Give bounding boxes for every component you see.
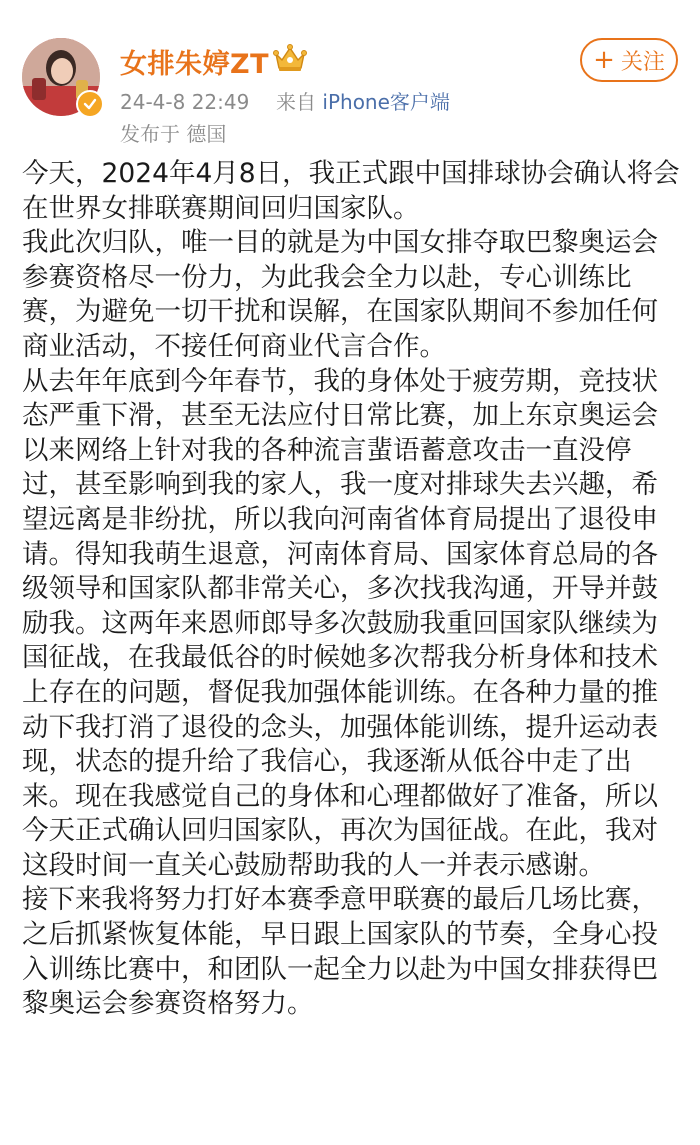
source-prefix: 来自 — [276, 90, 317, 114]
post-paragraph: 接下来我将努力打好本赛季意甲联赛的最后几场比赛，之后抓紧恢复体能，早日跟上国家队的节奏，全身心投入训练比赛中，和团队一起全力以赴为中国女排获得巴黎奥运会参赛资格努力。 — [22, 884, 658, 1020]
source-link[interactable]: iPhone客户端 — [322, 90, 450, 114]
verified-badge-icon — [76, 90, 104, 118]
post-paragraph: 从去年年底到今年春节，我的身体处于疲劳期，竞技状态严重下滑，甚至无法应付日常比赛，加上东京奥运会以来网络上针对我的各种流言蜚语蓄意攻击一直没停过，甚至影响到我的家人，我一度对排球失去兴趣，希望远离是非纷扰，所以我向河南省体育局提出了退役申请。得知我萌生退意，河南体育局、国家体育总局的各级领导和国家队都非常关心，多次找我沟通，开导并鼓励我。这两年来恩师郎导多次鼓励我重回国家队继续为国征战，在我最低谷的时候她多次帮我分析身体和技术上存在的问题，督促我加强体能训练。在各种力量的推动下我打消了退役的念头，加强体能训练，提升运动表现，状态的提升给了我信心，我逐渐从低谷中走了出来。现在我感觉自己的身体和心理都做好了准备，所以今天正式确认回归国家队，再次为国征战。在此，我对这段时间一直关心鼓励帮助我的人一并表示感谢。 — [22, 365, 658, 881]
post-content — [22, 157, 684, 1022]
follow-button[interactable] — [580, 38, 678, 82]
post-paragraph: 我此次归队，唯一目的就是为中国女排夺取巴黎奥运会参赛资格尽一份力，为此我会全力以赴，专心训练比赛，为避免一切干扰和误解，在国家队期间不参加任何商业活动，不接任何商业代言合作。 — [22, 227, 658, 362]
username[interactable]: 女排朱婷ZT — [120, 49, 269, 80]
crown-icon[interactable] — [272, 42, 308, 74]
plus-icon: + — [593, 45, 615, 75]
post-location: 发布于 德国 — [120, 122, 227, 146]
post-header — [0, 0, 700, 150]
post-datetime: 24-4-8 22:49 — [120, 90, 250, 114]
post-paragraph: 今天，2024年4月8日，我正式跟中国排球协会确认将会在世界女排联赛期间回归国家队。 — [22, 158, 680, 224]
follow-button-label: 关注 — [620, 49, 665, 75]
post-meta — [120, 86, 450, 115]
